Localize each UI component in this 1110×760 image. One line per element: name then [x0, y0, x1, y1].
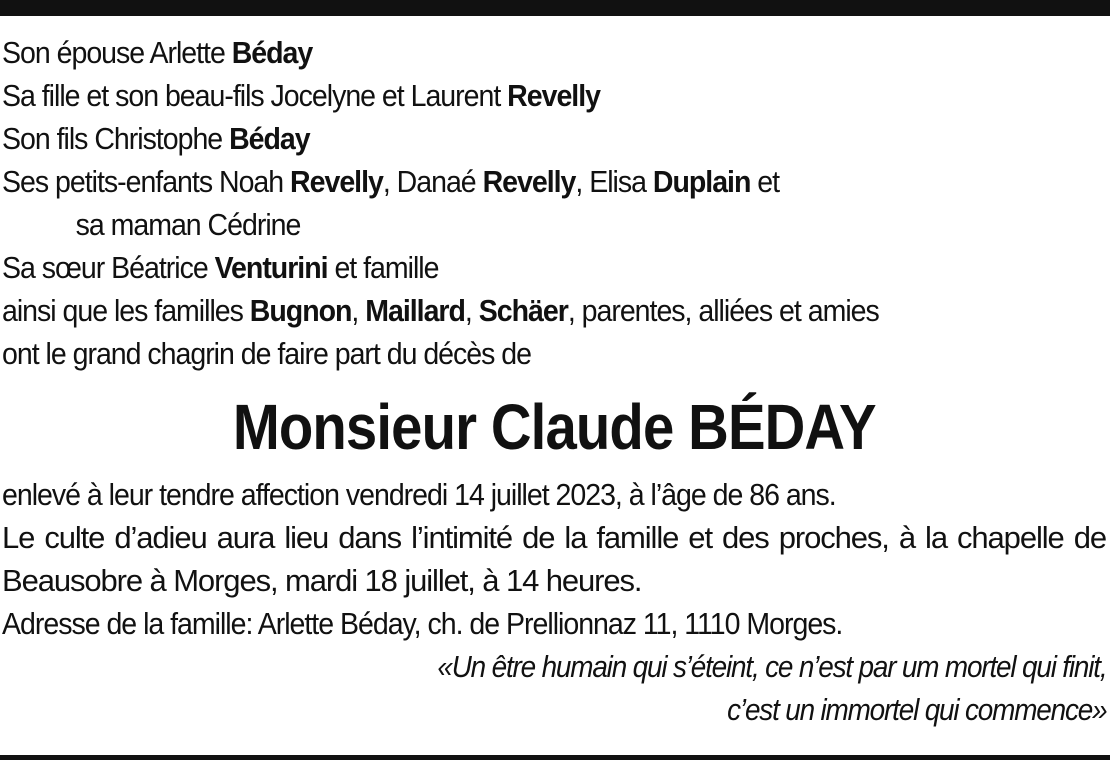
family-line-other-families: ainsi que les familles Bugnon, Maillard, Schäer, parentes, alliées et amies	[2, 293, 879, 328]
family-line-spouse: Son épouse Arlette Béday	[2, 35, 313, 70]
obituary-notice	[2, 31, 1106, 731]
family-line-grandchildren: Ses petits-enfants Noah Revelly, Danaé Revelly, Elisa Duplain et	[2, 164, 780, 199]
closing-quote-line-1: «Un être humain qui s’éteint, ce n’est par um mortel qui finit,	[436, 649, 1106, 684]
ceremony-details: Le culte d’adieu aura lieu dans l’intimité de la famille et des proches, à la chapelle de Beausobre à Morges, mardi 18 juillet, à 14 heures.	[2, 520, 1106, 598]
family-line-grandchildren-cont: sa maman Cédrine	[75, 207, 301, 242]
family-name: Béday	[231, 35, 313, 70]
family-name: Bugnon	[249, 293, 352, 328]
family-name: Revelly	[507, 78, 600, 113]
family-name: Duplain	[652, 164, 751, 199]
family-name: Schäer	[478, 293, 568, 328]
family-line-daughter: Sa fille et son beau-fils Jocelyne et Laurent Revelly	[2, 78, 600, 113]
bottom-border-rule	[0, 755, 1110, 760]
closing-quote-line-2: c’est un immortel qui commence»	[726, 692, 1106, 727]
family-name: Revelly	[482, 164, 576, 199]
family-address: Adresse de la famille: Arlette Béday, ch. de Prellionnaz 11, 1110 Morges.	[2, 606, 843, 641]
family-name: Revelly	[290, 164, 383, 199]
family-line-son: Son fils Christophe Béday	[2, 121, 310, 156]
top-border-rule	[0, 0, 1110, 16]
family-name: Venturini	[214, 250, 328, 285]
family-line-sister: Sa sœur Béatrice Venturini et famille	[2, 250, 439, 285]
announcement-line: ont le grand chagrin de faire part du décès de	[2, 336, 531, 371]
family-name: Béday	[229, 121, 310, 156]
deceased-name-heading: Monsieur Claude BÉDAY	[232, 391, 876, 463]
death-details: enlevé à leur tendre affection vendredi 14 juillet 2023, à l’âge de 86 ans.	[2, 477, 836, 512]
family-name: Maillard	[365, 293, 465, 328]
